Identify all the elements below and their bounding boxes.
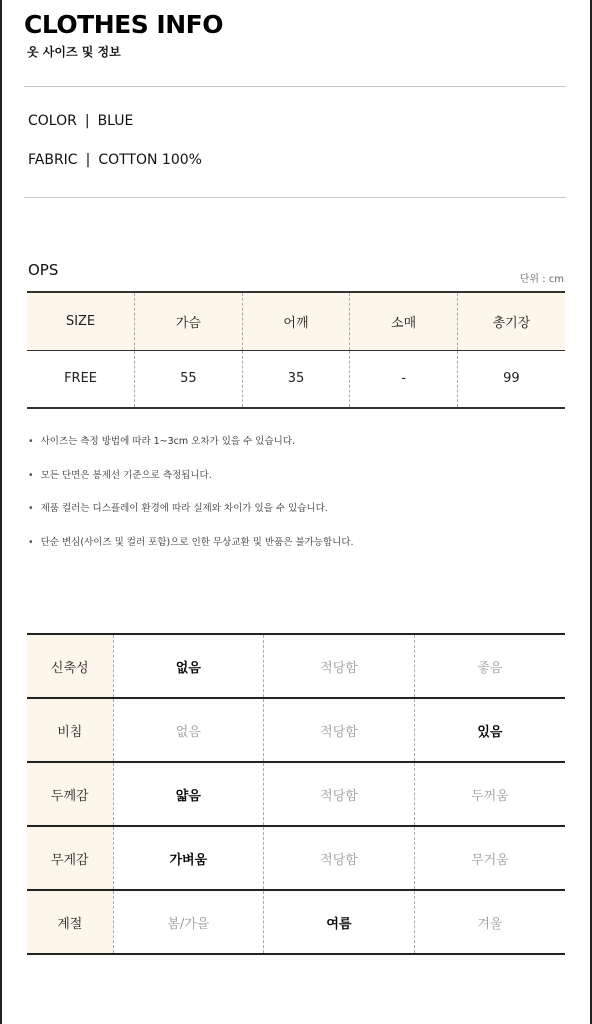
feel-option: 없음 bbox=[113, 698, 264, 762]
note-item: • 제품 컬러는 디스플레이 환경에 따라 실제와 차이가 있을 수 있습니다. bbox=[28, 500, 354, 534]
unit-note: 단위 : cm bbox=[519, 274, 564, 285]
header-cell: 가슴 bbox=[135, 292, 243, 350]
feel-option: 가벼움 bbox=[113, 826, 264, 890]
feel-option: 적당함 bbox=[264, 826, 415, 890]
feel-label: 비침 bbox=[27, 698, 113, 762]
fabric-label: FABRIC bbox=[28, 152, 78, 168]
note-item: • 단순 변심(사이즈 및 컬러 포함)으로 인한 무상교환 및 반품은 불가능합니다. bbox=[28, 534, 354, 568]
feel-row bbox=[27, 762, 565, 826]
page-subtitle: 옷 사이즈 및 정보 bbox=[27, 45, 121, 59]
page-title: CLOTHES INFO bbox=[24, 10, 223, 39]
feel-option: 봄/가을 bbox=[113, 890, 264, 954]
feel-option: 여름 bbox=[264, 890, 415, 954]
feel-option: 얇음 bbox=[113, 762, 264, 826]
divider bbox=[24, 86, 566, 87]
size-table-title: OPS bbox=[28, 261, 59, 279]
fabric-info bbox=[28, 152, 202, 168]
feel-option: 두꺼움 bbox=[414, 762, 565, 826]
feel-option: 있음 bbox=[414, 698, 565, 762]
separator: | bbox=[84, 113, 90, 129]
feel-label: 계절 bbox=[27, 890, 113, 954]
header-cell: 어깨 bbox=[242, 292, 350, 350]
feel-row bbox=[27, 698, 565, 762]
feel-option: 적당함 bbox=[264, 762, 415, 826]
feel-label: 무게감 bbox=[27, 826, 113, 890]
fabric-value: COTTON 100% bbox=[98, 152, 202, 168]
feel-label: 두께감 bbox=[27, 762, 113, 826]
table-cell: 99 bbox=[457, 350, 565, 408]
notes-list bbox=[28, 433, 354, 567]
feel-label: 신축성 bbox=[27, 634, 113, 698]
color-value: BLUE bbox=[97, 113, 134, 129]
separator: | bbox=[85, 152, 91, 168]
feel-option: 적당함 bbox=[264, 698, 415, 762]
header-cell: 소매 bbox=[350, 292, 458, 350]
table-cell: 35 bbox=[242, 350, 350, 408]
header-cell: 총기장 bbox=[457, 292, 565, 350]
feel-option: 적당함 bbox=[264, 634, 415, 698]
feel-row bbox=[27, 826, 565, 890]
header-cell: SIZE bbox=[27, 292, 135, 350]
note-item: • 사이즈는 측정 방법에 따라 1~3cm 오차가 있을 수 있습니다. bbox=[28, 433, 354, 467]
table-cell: 55 bbox=[135, 350, 243, 408]
feel-option: 무거움 bbox=[414, 826, 565, 890]
note-item: • 모든 단면은 봉제선 기준으로 측정됩니다. bbox=[28, 467, 354, 501]
feel-option: 없음 bbox=[113, 634, 264, 698]
divider bbox=[24, 197, 566, 198]
table-cell: - bbox=[350, 350, 458, 408]
table-row bbox=[27, 350, 565, 408]
feel-option: 겨울 bbox=[414, 890, 565, 954]
color-label: COLOR bbox=[28, 113, 77, 129]
feel-row bbox=[27, 634, 565, 698]
size-table-header bbox=[27, 292, 565, 350]
fabric-feel-table bbox=[27, 633, 565, 955]
table-cell: FREE bbox=[27, 350, 135, 408]
size-table bbox=[27, 291, 565, 409]
color-info bbox=[28, 113, 133, 129]
feel-option: 좋음 bbox=[414, 634, 565, 698]
feel-row bbox=[27, 890, 565, 954]
